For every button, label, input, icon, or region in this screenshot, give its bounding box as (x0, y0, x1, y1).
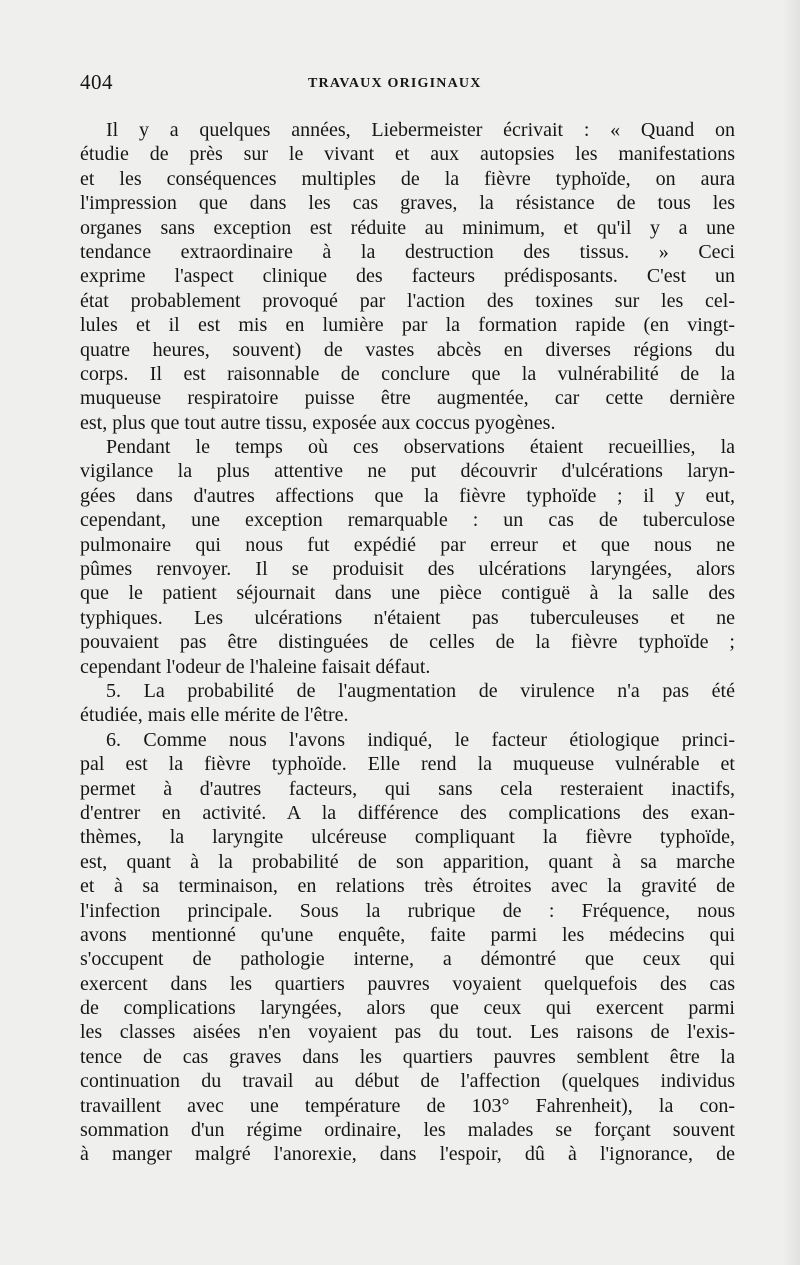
text-line: gées dans d'autres affections que la fièvre typhoïde ; il y eut, (80, 484, 735, 507)
text-line: pulmonaire qui nous fut expédié par erreur et que nous ne (80, 533, 735, 556)
text-line: organes sans exception est réduite au minimum, et qu'il y a une (80, 216, 735, 239)
body-text (80, 118, 735, 1167)
text-line: que le patient séjournait dans une pièce contiguë à la salle des (80, 582, 735, 605)
text-line: lules et il est mis en lumière par la formation rapide (en vingt- (80, 314, 735, 337)
text-line: cependant, une exception remarquable : un cas de tuberculose (80, 509, 735, 532)
text-line: permet à d'autres facteurs, qui sans cela resteraient inactifs, (80, 777, 735, 800)
text-line: continuation du travail au début de l'affection (quelques individus (80, 1070, 735, 1093)
page-number: 404 (80, 70, 113, 94)
running-title: TRAVAUX ORIGINAUX (308, 76, 482, 91)
text-line: à manger malgré l'anorexie, dans l'espoir, dû à l'ignorance, de (80, 1143, 735, 1166)
text-line: typhiques. Les ulcérations n'étaient pas tuberculeuses et ne (80, 606, 735, 629)
text-line: tendance extraordinaire à la destruction des tissus. » Ceci (80, 240, 735, 263)
text-line: cependant l'odeur de l'haleine faisait défaut. (80, 655, 431, 678)
text-line: pûmes renvoyer. Il se produisit des ulcérations laryngées, alors (80, 558, 735, 581)
text-line: est, quant à la probabilité de son apparition, quant à sa marche (80, 850, 735, 873)
text-line: étudiée, mais elle mérite de l'être. (80, 704, 349, 727)
text-line: avons mentionné qu'une enquête, faite parmi les médecins qui (80, 923, 735, 946)
page-header (80, 70, 740, 104)
text-line: l'infection principale. Sous la rubrique de : Fréquence, nous (80, 899, 735, 922)
text-line: l'impression que dans les cas graves, la résistance de tous les (80, 192, 735, 215)
text-line: s'occupent de pathologie interne, a démontré que ceux qui (80, 948, 735, 971)
text-line: les classes aisées n'en voyaient pas du tout. Les raisons de l'exis- (80, 1021, 735, 1044)
text-line: corps. Il est raisonnable de conclure que la vulnérabilité de la (80, 362, 735, 385)
text-line: état probablement provoqué par l'action des toxines sur les cel- (80, 289, 735, 312)
text-line: exercent dans les quartiers pauvres voyaient quelquefois des cas (80, 972, 735, 995)
text-line: tence de cas graves dans les quartiers pauvres semblent être la (80, 1045, 735, 1068)
text-line: quatre heures, souvent) de vastes abcès en diverses régions du (80, 338, 735, 361)
text-line: travaillent avec une température de 103° Fahrenheit), la con- (80, 1094, 735, 1117)
text-line: pal est la fièvre typhoïde. Elle rend la muqueuse vulnérable et (80, 753, 735, 776)
text-line: vigilance la plus attentive ne put découvrir d'ulcérations laryn- (80, 460, 735, 483)
text-line: 6. Comme nous l'avons indiqué, le facteur étiologique princi- (106, 728, 735, 751)
text-line: pouvaient pas être distinguées de celles de la fièvre typhoïde ; (80, 631, 735, 654)
text-line: et les conséquences multiples de la fièvre typhoïde, on aura (80, 167, 735, 190)
text-line: Pendant le temps où ces observations étaient recueillies, la (106, 436, 735, 459)
text-line: est, plus que tout autre tissu, exposée aux coccus pyogènes. (80, 411, 556, 434)
text-line: 5. La probabilité de l'augmentation de virulence n'a pas été (106, 679, 735, 702)
text-line: Il y a quelques années, Liebermeister écrivait : « Quand on (106, 119, 735, 141)
text-line: et à sa terminaison, en relations très étroites avec la gravité de (80, 875, 735, 898)
text-line: sommation d'un régime ordinaire, les malades se forçant souvent (80, 1119, 735, 1142)
text-line: thèmes, la laryngite ulcéreuse compliquant la fièvre typhoïde, (80, 826, 735, 849)
page-edge-shadow (782, 0, 800, 1265)
text-line: étudie de près sur le vivant et aux autopsies les manifestations (80, 143, 735, 166)
text-line: d'entrer en activité. A la différence des complications des exan- (80, 801, 735, 824)
text-line: exprime l'aspect clinique des facteurs prédisposants. C'est un (80, 265, 735, 288)
text-line: muqueuse respiratoire puisse être augmentée, car cette dernière (80, 387, 735, 410)
text-line: de complications laryngées, alors que ceux qui exercent parmi (80, 997, 735, 1020)
